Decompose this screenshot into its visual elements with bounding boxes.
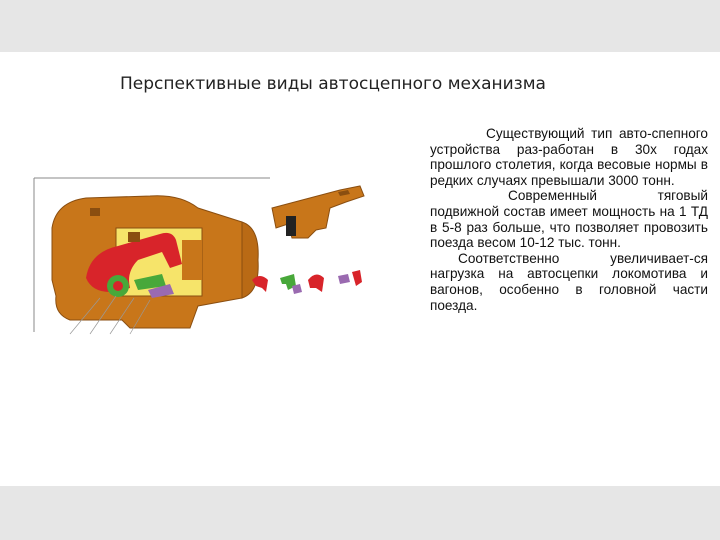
exploded-parts: [252, 270, 362, 294]
slide-title: Перспективные виды автосцепного механизма: [120, 74, 546, 94]
description-text: [430, 126, 708, 313]
coupler-body: [52, 196, 258, 334]
bottom-band: [0, 486, 720, 540]
coupler-side-view: [272, 186, 364, 238]
paragraph-3: Соответственно увеличивает-ся нагрузка на автосцепки локомотива и вагонов, особенно в головной части поезда.: [430, 250, 708, 313]
paragraph-1: Существующий тип авто-спепного устройства раз-работан в 30х годах прошлого столетия, когда весовые нормы в редких случаях превышали 3000 тонн.: [430, 126, 708, 188]
paragraph-2: Современный тяговый подвижной состав имеет мощность на 1 ТД в 5-8 раз больше, что позволяет провозить поезда весом 10-12 тыс. тонн.: [430, 188, 708, 251]
coupler-mechanism-diagram: [30, 168, 380, 338]
top-band: [0, 0, 720, 52]
